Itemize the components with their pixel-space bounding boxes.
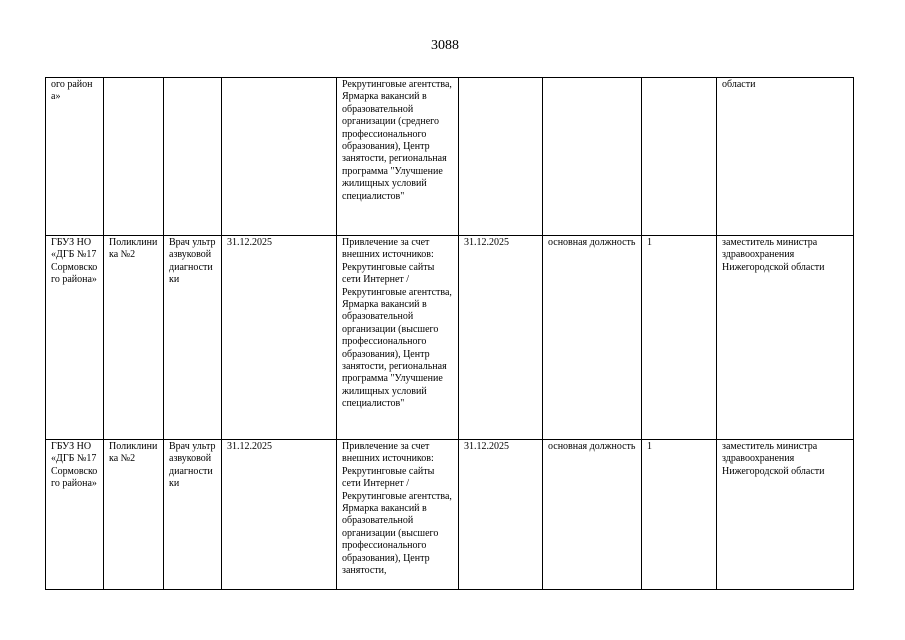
cell-job-type: основная должность — [543, 236, 642, 440]
table-row — [46, 440, 854, 590]
cell-position: Врач ультразвуковой диагностики — [164, 236, 222, 440]
cell-position: Врач ультразвуковой диагностики — [164, 440, 222, 590]
page-number: 3088 — [431, 38, 459, 53]
cell-job-type: основная должность — [543, 440, 642, 590]
cell-completion-date — [459, 78, 543, 236]
cell-deadline: 31.12.2025 — [222, 236, 337, 440]
cell-count: 1 — [642, 440, 717, 590]
cell-job-type — [543, 78, 642, 236]
cell-count: 1 — [642, 236, 717, 440]
table-row — [46, 236, 854, 440]
cell-completion-date: 31.12.2025 — [459, 236, 543, 440]
cell-responsible: области — [717, 78, 854, 236]
cell-organization: ГБУЗ НО «ДГБ №17 Сормовского района» — [46, 236, 104, 440]
cell-deadline: 31.12.2025 — [222, 440, 337, 590]
cell-count — [642, 78, 717, 236]
staffing-table — [45, 77, 854, 590]
cell-position — [164, 78, 222, 236]
cell-recruitment-source: Привлечение за счет внешних источников: Рекрутинговые сайты сети Интернет / Рекрутинговые агентства, Ярмарка вакансий в образовательной организации (высшего профессионального образования), Центр занятости, региональная программа "Улучшение жилищных условий специалистов" — [337, 236, 459, 440]
cell-deadline — [222, 78, 337, 236]
table-row — [46, 78, 854, 236]
cell-unit: Поликлиника №2 — [104, 440, 164, 590]
cell-unit: Поликлиника №2 — [104, 236, 164, 440]
cell-unit — [104, 78, 164, 236]
cell-recruitment-source: Привлечение за счет внешних источников: Рекрутинговые сайты сети Интернет / Рекрутинговые агентства, Ярмарка вакансий в образовательной организации (высшего профессионального образования), Центр занятости, — [337, 440, 459, 590]
cell-organization: ГБУЗ НО «ДГБ №17 Сормовского района» — [46, 440, 104, 590]
cell-completion-date: 31.12.2025 — [459, 440, 543, 590]
cell-responsible: заместитель министра здравоохранения Нижегородской области — [717, 440, 854, 590]
cell-recruitment-source: Рекрутинговые агентства, Ярмарка вакансий в образовательной организации (среднего профессионального образования), Центр занятости, региональная программа "Улучшение жилищных условий специалистов" — [337, 78, 459, 236]
cell-responsible: заместитель министра здравоохранения Нижегородской области — [717, 236, 854, 440]
cell-organization: ого района» — [46, 78, 104, 236]
